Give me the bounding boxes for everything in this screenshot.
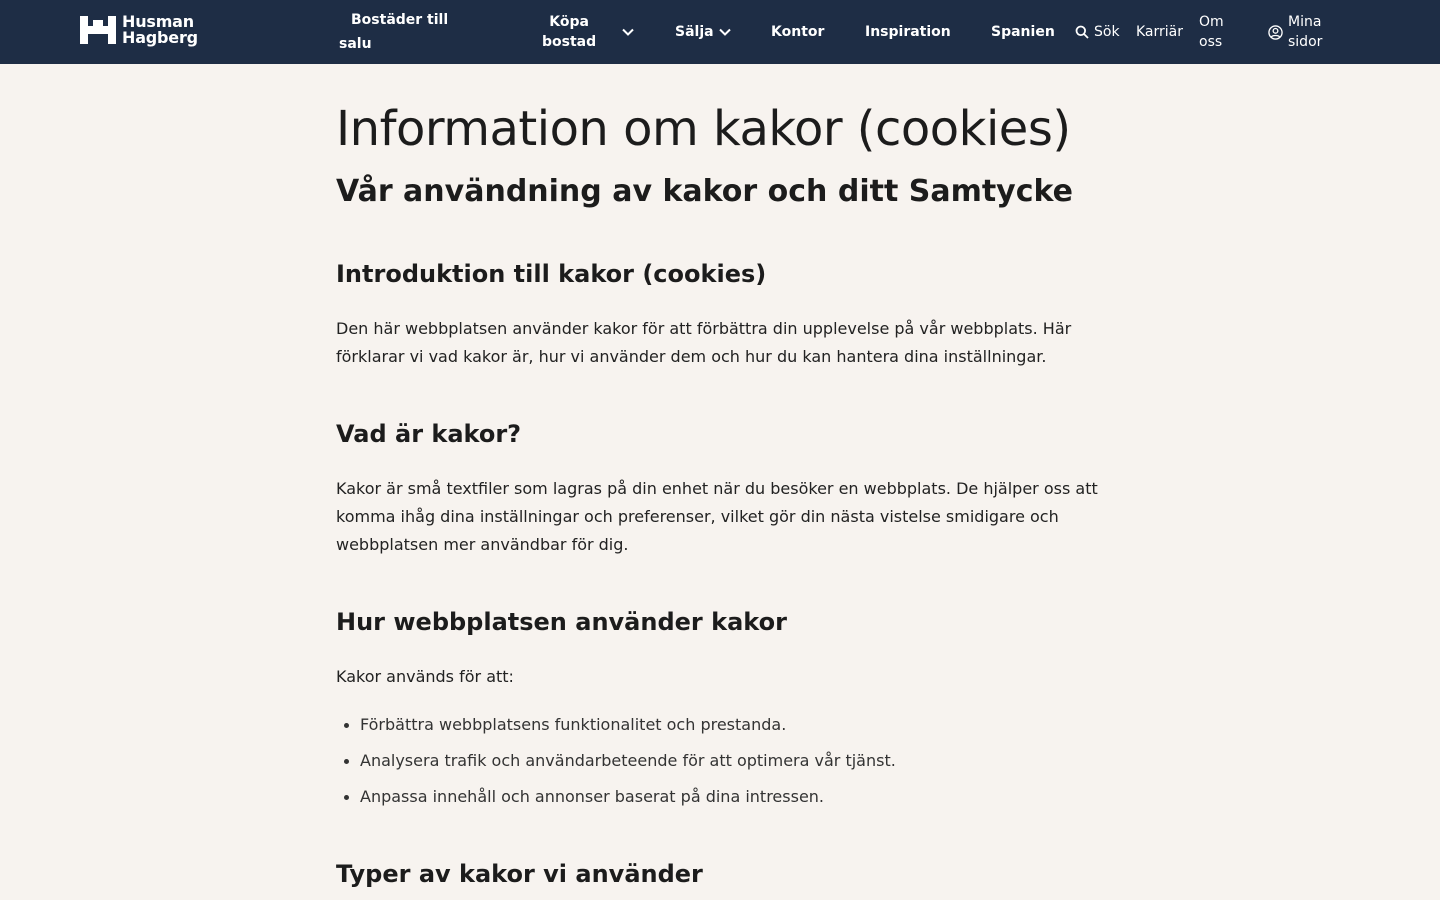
nav-mina-line1: Mina — [1288, 14, 1322, 30]
nav-karriar[interactable]: Karriär — [1136, 24, 1184, 40]
nav-mina-sidor[interactable] — [1268, 12, 1322, 52]
chevron-down-icon — [719, 28, 731, 36]
nav-salja-label: Sälja — [675, 24, 714, 40]
user-circle-icon — [1268, 25, 1283, 40]
section-heading-intro: Introduktion till kakor (cookies) — [336, 260, 767, 288]
nav-bostader-till-salu[interactable] — [339, 10, 448, 54]
title-block — [336, 100, 1116, 212]
logo-text-line2: Hagberg — [122, 28, 198, 47]
chevron-down-icon — [622, 28, 634, 36]
list-item: Förbättra webbplatsens funktionalitet och prestanda. — [336, 707, 1116, 743]
logo-text-line1: Husman — [122, 12, 194, 31]
nav-omoss-line1: Om — [1199, 14, 1224, 30]
nav-bostader-line2: salu — [339, 36, 372, 52]
section-heading-typer: Typer av kakor vi använder — [336, 860, 703, 888]
nav-sok-label: Sök — [1094, 24, 1120, 40]
nav-bostader-line1: Bostäder till — [351, 12, 449, 28]
nav-kopa-line1: Köpa — [549, 14, 589, 30]
nav-mina-line2: sidor — [1288, 34, 1323, 50]
nav-kontor[interactable]: Kontor — [771, 24, 825, 40]
top-navbar — [0, 0, 1440, 64]
section-body-intro: Den här webbplatsen använder kakor för att förbättra din upplevelse på vår webbplats. Här förklarar vi vad kakor är, hur vi använder dem och hur du kan hantera dina inställningar. — [336, 319, 1072, 366]
nav-om-oss[interactable] — [1199, 12, 1224, 52]
section-heading-hur-anvander: Hur webbplatsen använder kakor — [336, 608, 787, 636]
page-title: Information om kakor (cookies) — [336, 101, 1071, 157]
section-body-vad-ar-kakor: Kakor är små textfiler som lagras på din enhet när du besöker en webbplats. De hjälper oss att komma ihåg dina inställningar och preferenser, vilket gör din nästa vistelse smidigare och webbplatsen mer användbar för dig. — [336, 479, 1098, 554]
logo-link[interactable] — [80, 14, 198, 46]
nav-sok[interactable] — [1075, 22, 1120, 42]
list-item: Analysera trafik och användarbeteende för att optimera vår tjänst. — [336, 743, 1116, 779]
nav-inspiration[interactable]: Inspiration — [865, 24, 951, 40]
list-item: Anpassa innehåll och annonser baserat på dina intressen. — [336, 779, 1116, 815]
section-body-hur-anvander: Kakor används för att: — [336, 667, 514, 686]
logo-text — [116, 14, 198, 46]
nav-omoss-line2: oss — [1199, 34, 1223, 50]
section-heading-vad-ar-kakor: Vad är kakor? — [336, 420, 522, 448]
nav-salja[interactable] — [675, 22, 731, 42]
nav-kopa-bostad[interactable] — [542, 12, 634, 52]
nav-kopa-line2: bostad — [542, 34, 597, 50]
page-subtitle: Vår användning av kakor och ditt Samtycke — [336, 174, 1074, 209]
nav-spanien[interactable]: Spanien — [991, 24, 1055, 40]
search-icon — [1075, 25, 1089, 39]
usage-list — [336, 707, 1116, 815]
logo-icon — [80, 14, 116, 46]
